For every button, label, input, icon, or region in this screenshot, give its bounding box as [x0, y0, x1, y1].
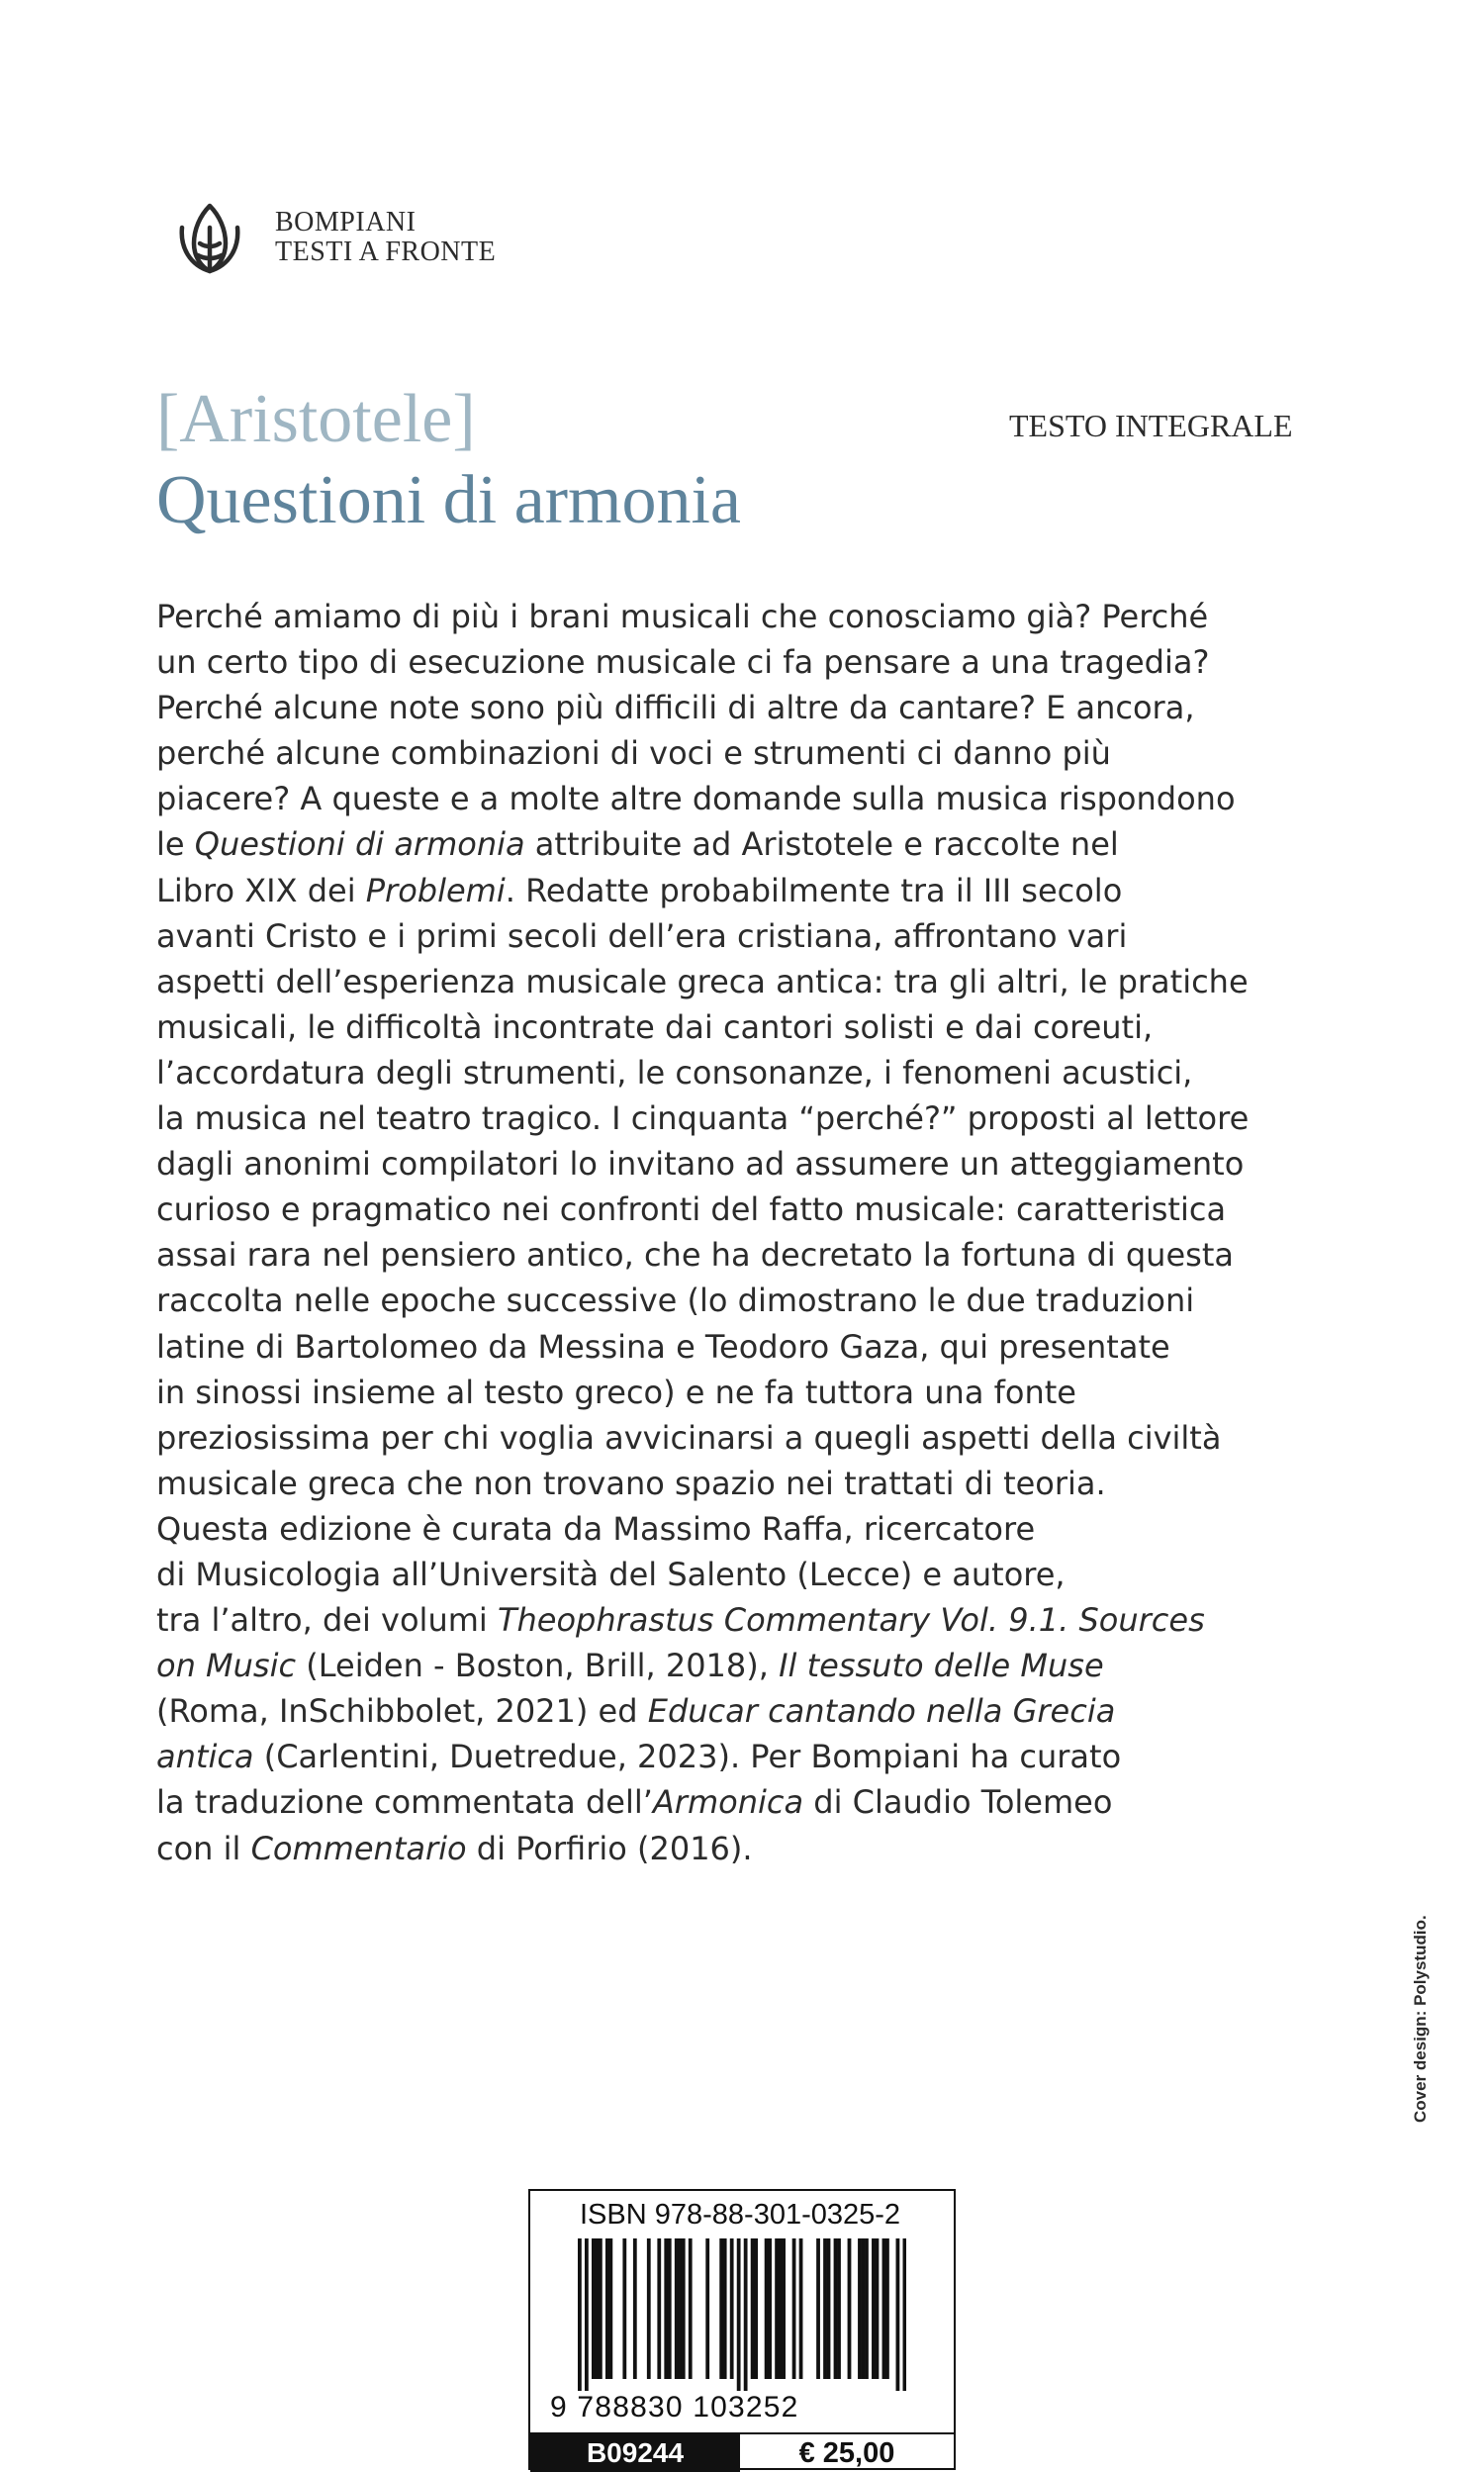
blurb-text: di Musicologia all’Università del Salento (Lecce) e autore, [156, 1555, 1066, 1593]
blurb-line [156, 776, 1344, 821]
blurb-line [156, 1187, 1344, 1232]
blurb-italic-text: Armonica [652, 1783, 804, 1822]
blurb-line [156, 639, 1344, 685]
blurb-line [156, 1826, 1344, 1871]
blurb-italic-text: Il tessuto delle Muse [779, 1647, 1104, 1685]
blurb-text: Questa edizione è curata da Massimo Raffa, ricercatore [156, 1509, 1036, 1548]
blurb-text: (Roma, InSchibbolet, 2021) ed [156, 1692, 648, 1731]
barcode-bar [775, 2238, 779, 2379]
blurb-italic-text: Commentario [250, 1829, 467, 1867]
blurb-italic-text: Questioni di armonia [194, 825, 525, 864]
barcode-bar [592, 2238, 596, 2379]
blurb-line [156, 1278, 1344, 1323]
blurb-line [156, 1141, 1344, 1187]
blurb-text: (Carlentini, Duetredue, 2023). Per Bompiani ha curato [253, 1738, 1122, 1776]
barcode-bar [737, 2238, 741, 2391]
barcode-bar [608, 2238, 612, 2379]
blurb-italic-text: Educar cantando nella Grecia [647, 1692, 1116, 1731]
blurb-line [156, 1643, 1344, 1688]
barcode-bar [675, 2238, 679, 2379]
product-code: B09244 [530, 2434, 740, 2472]
barcode-bar [585, 2238, 589, 2391]
blurb-text: attribuite ad Aristotele e raccolte nel [524, 825, 1119, 864]
blurb-italic-text: antica [156, 1738, 254, 1776]
barcode-bar [865, 2238, 869, 2379]
barcode-bar [768, 2238, 772, 2379]
book-author: [Aristotele] [156, 381, 476, 457]
blurb-line [156, 1597, 1344, 1643]
blurb-text: curioso e pragmatico nei confronti del fatto musicale: caratteristica [156, 1190, 1227, 1229]
blurb-text: raccolta nelle epoche successive (lo dimostrano le due traduzioni [156, 1282, 1195, 1320]
price: € 25,00 [798, 2437, 895, 2469]
barcode-bar [664, 2238, 668, 2379]
blurb-text: dagli anonimi compilatori lo invitano ad assumere un atteggiamento [156, 1145, 1245, 1184]
blurb-text: (Leiden - Boston, Brill, 2018), [296, 1647, 780, 1685]
blurb-text: un certo tipo di esecuzione musicale ci fa pensare a una tragedia? [156, 643, 1210, 682]
blurb-italic-text: on Music [156, 1647, 297, 1685]
blurb-text: piacere? A queste e a molte altre domande sulla musica rispondono [156, 780, 1236, 818]
barcode-bar [578, 2238, 582, 2391]
blurb-text: preziosissima per chi voglia avvicinarsi a quegli aspetti della civiltà [156, 1418, 1222, 1457]
credit-anchor [1411, 1915, 1430, 2124]
blurb-line [156, 1232, 1344, 1278]
blurb-line [156, 1004, 1344, 1050]
blurb-line [156, 1552, 1344, 1597]
blurb-line [156, 868, 1344, 913]
isbn-label: ISBN 978-88-301-0325-2 [580, 2199, 901, 2231]
blurb-line [156, 1370, 1344, 1415]
barcode-bar [799, 2238, 803, 2379]
barcode-bar [599, 2238, 603, 2379]
blurb-italic-text: Theophrastus Commentary Vol. 9.1. Sources [497, 1601, 1205, 1640]
blurb-text: latine di Bartolomeo da Messina e Teodoro Gaza, qui presentate [156, 1327, 1170, 1366]
blurb-line [156, 1734, 1344, 1779]
blurb-text: perché alcune combinazioni di voci e strumenti ci danno più [156, 734, 1111, 773]
barcode-bar [647, 2238, 651, 2379]
cover-design-credit: Cover design: Polystudio. [1411, 1915, 1430, 2123]
blurb-line [156, 1095, 1344, 1141]
publisher-logo [170, 198, 496, 277]
barcode-bar [837, 2238, 841, 2379]
edition-note: TESTO INTEGRALE [1009, 408, 1293, 443]
blurb-text: avanti Cristo e i primi secoli dell’era cristiana, affrontano vari [156, 916, 1128, 955]
blurb-line [156, 594, 1344, 639]
blurb-line [156, 1779, 1344, 1825]
barcode-bar [827, 2238, 831, 2379]
barcode-bar [595, 2238, 599, 2379]
barcode-bar [885, 2238, 889, 2379]
barcode-bar [792, 2238, 796, 2379]
barcode-bar [744, 2238, 748, 2391]
barcode-bar [903, 2238, 906, 2391]
blurb-text: . Redatte probabilmente tra il III secolo [505, 871, 1123, 909]
blurb-line [156, 730, 1344, 776]
blurb-text: con il [156, 1829, 251, 1867]
blurb-text: in sinossi insieme al testo greco) e ne fa tuttora una fonte [156, 1373, 1076, 1411]
blurb-text: di Porfirio (2016). [466, 1829, 753, 1867]
barcode-bar [678, 2238, 682, 2379]
barcode-bar [668, 2238, 672, 2379]
barcode-bar [657, 2238, 661, 2379]
blurb-line [156, 1688, 1344, 1734]
blurb-text: Perché alcune note sono più difficili di altre da cantare? E ancora, [156, 689, 1195, 727]
blurb-line [156, 1461, 1344, 1506]
blurb-text: aspetti dell’esperienza musicale greca antica: tra gli altri, le pratiche [156, 962, 1249, 1000]
blurb-line [156, 959, 1344, 1004]
blurb-text: la musica nel teatro tragico. I cinquanta “perché?” proposti al lettore [156, 1099, 1250, 1138]
barcode-bar [823, 2238, 827, 2379]
barcode-bar [834, 2238, 838, 2379]
publisher-line-2: TESTI A FRONTE [275, 237, 497, 267]
barcode-bar [782, 2238, 786, 2379]
barcode-bar [872, 2238, 876, 2379]
barcode-bar [719, 2238, 723, 2379]
barcode-bar [862, 2238, 866, 2379]
blurb-text: Perché amiamo di più i brani musicali che conosciamo già? Perché [156, 598, 1209, 635]
blurb-text: le [156, 825, 195, 864]
blurb-text: di Claudio Tolemeo [803, 1783, 1113, 1822]
ean-barcode [578, 2238, 906, 2391]
barcode-bar [765, 2238, 769, 2379]
book-title: Questioni di armonia [156, 462, 742, 538]
barcode-bar [896, 2238, 900, 2391]
blurb-line [156, 821, 1344, 867]
barcode-bar [858, 2238, 862, 2379]
barcode-bar [751, 2238, 755, 2379]
barcode-bar [730, 2238, 734, 2379]
blurb-italic-text: Problemi [365, 871, 506, 909]
blurb-text: tra l’altro, dei volumi [156, 1601, 498, 1640]
back-cover-blurb [156, 594, 1344, 1871]
barcode-bar [779, 2238, 783, 2379]
barcode-bar [705, 2238, 709, 2379]
publisher-name [275, 208, 496, 267]
price-row [530, 2432, 954, 2472]
blurb-text: assai rara nel pensiero antico, che ha decretato la fortuna di questa [156, 1236, 1234, 1275]
blurb-text: la traduzione commentata dell’ [156, 1783, 653, 1822]
blurb-line [156, 1050, 1344, 1095]
barcode-bar [723, 2238, 727, 2379]
blurb-text: musicali, le difficoltà incontrate dai cantori solisti e dai coreuti, [156, 1007, 1154, 1046]
barcode-box [528, 2189, 956, 2470]
barcode-bar [682, 2238, 686, 2379]
barcode-digits: 9 788830 103252 [550, 2391, 799, 2424]
barcode-bar [633, 2238, 637, 2379]
barcode-bar [816, 2238, 820, 2379]
blurb-line [156, 1324, 1344, 1370]
barcode-bar [848, 2238, 852, 2379]
barcode-bar [882, 2238, 886, 2379]
barcode-bar [754, 2238, 758, 2379]
barcode-bar [605, 2238, 609, 2379]
blurb-line [156, 1415, 1344, 1461]
blurb-text: Libro XIX dei [156, 871, 366, 909]
blurb-text: musicale greca che non trovano spazio nei trattati di teoria. [156, 1464, 1106, 1502]
barcode-bar [876, 2238, 880, 2379]
blurb-line [156, 685, 1344, 730]
publisher-line-1: BOMPIANI [275, 207, 417, 238]
blurb-line [156, 1506, 1344, 1552]
bompiani-flower-logo-icon [170, 198, 249, 277]
barcode-bar [689, 2238, 693, 2379]
blurb-text: l’accordatura degli strumenti, le consonanze, i fenomeni acustici, [156, 1053, 1193, 1092]
blurb-line [156, 913, 1344, 959]
barcode-bar [622, 2238, 626, 2379]
